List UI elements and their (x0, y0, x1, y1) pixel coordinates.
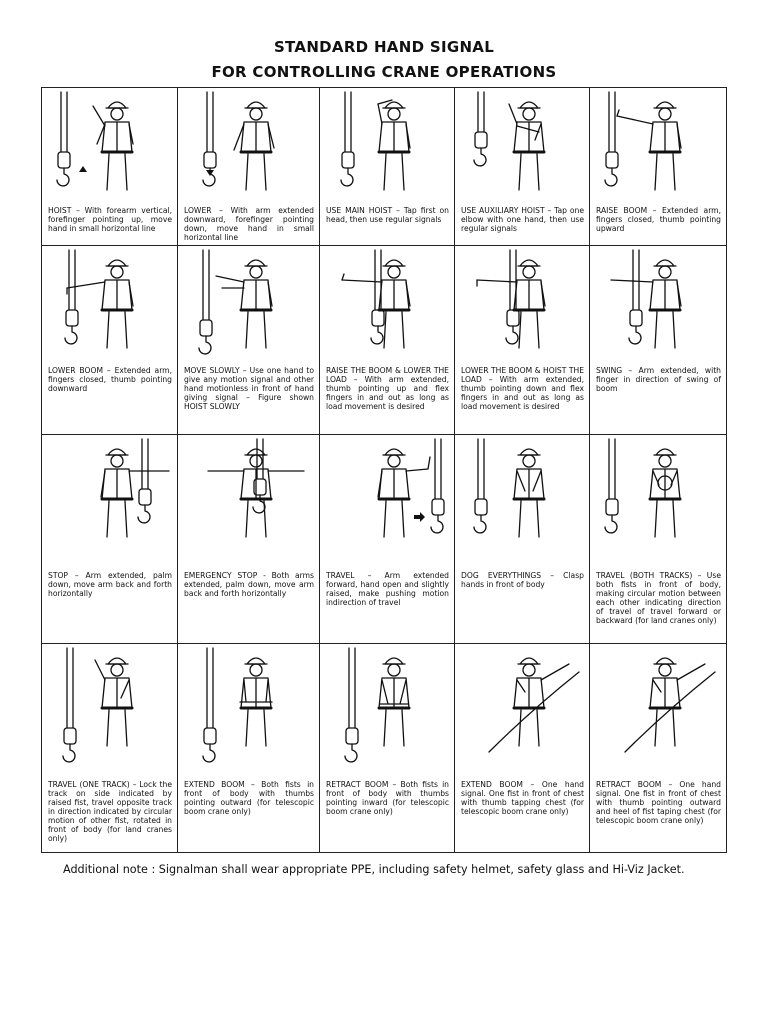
travel-signal-icon (320, 435, 454, 567)
signal-cell (590, 435, 726, 644)
signal-cell (178, 435, 320, 644)
travel-one-track-signal-icon (42, 644, 177, 776)
move-slowly-signal-icon (178, 246, 319, 362)
signal-cell (42, 644, 178, 852)
signal-cell (320, 88, 455, 246)
signal-caption: RETRACT BOOM – Both fists in front of body with thumbs pointing inward (for telescopic boom crane only) (326, 780, 449, 816)
signal-cell (320, 246, 455, 435)
dog-everything-signal-icon (455, 435, 589, 567)
signal-cell (455, 246, 590, 435)
signal-caption: TRAVEL (BOTH TRACKS) – Use both fists in front of body, making circular motion between each other indicating direction of travel of travel forward or backward (for land cranes only) (596, 571, 721, 625)
raise-boom-lower-load-signal-icon (320, 246, 454, 362)
signal-caption: TRAVEL – Arm extended forward, hand open and slightly raised, make pushing motion indirection of travel (326, 571, 449, 607)
signal-caption: MOVE SLOWLY – Use one hand to give any motion signal and other hand motionless in front of hand giving signal – Figure shown HOIST SLOWLY (184, 366, 314, 411)
extend-boom-one-hand-signal-icon (455, 644, 589, 776)
emergency-stop-signal-icon (178, 435, 319, 567)
signal-caption: SWING – Arm extended, with finger in direction of swing of boom (596, 366, 721, 393)
travel-both-tracks-signal-icon (590, 435, 726, 567)
signal-cell (455, 644, 590, 852)
raise-boom-signal-icon (590, 88, 726, 202)
signal-cell (42, 246, 178, 435)
retract-boom-signal-icon (320, 644, 454, 776)
signal-caption: DOG EVERYTHINGS – Clasp hands in front of body (461, 571, 584, 589)
signal-caption: RAISE THE BOOM & LOWER THE LOAD – With arm extended, thumb pointing up and flex fingers in and out as long as load movement is desired (326, 366, 449, 411)
signal-cell (178, 644, 320, 852)
signal-caption: EXTEND BOOM – Both fists in front of body with thumbs pointing outward (for telescopic boom crane only) (184, 780, 314, 816)
main-hoist-signal-icon (320, 88, 454, 202)
signal-caption: RETRACT BOOM – One hand signal. One fist in front of chest with thumb pointing outward and heel of fist taping chest (for telescopic boom crane only) (596, 780, 721, 825)
signal-cell (590, 88, 726, 246)
lower-signal-icon (178, 88, 319, 202)
signal-cell (42, 88, 178, 246)
stop-signal-icon (42, 435, 177, 567)
signal-cell (590, 644, 726, 852)
swing-signal-icon (590, 246, 726, 362)
signal-cell (178, 88, 320, 246)
signal-caption: LOWER THE BOOM & HOIST THE LOAD – With arm extended, thumb pointing down and flex fingers in and out as long as load movement is desired (461, 366, 584, 411)
signal-cell (320, 644, 455, 852)
additional-note: Additional note : Signalman shall wear appropriate PPE, including safety helmet, safety glass and Hi-Viz Jacket. (63, 863, 685, 876)
hand-signal-grid (41, 87, 727, 853)
signal-caption: HOIST – With forearm vertical, forefinger pointing up, move hand in small horizontal line (48, 206, 172, 233)
signal-cell (455, 88, 590, 246)
signal-caption: LOWER BOOM – Extended arm, fingers closed, thumb pointing downward (48, 366, 172, 393)
signal-caption: STOP – Arm extended, palm down, move arm back and forth horizontally (48, 571, 172, 598)
signal-caption: USE AUXILIARY HOIST – Tap one elbow with one hand, then use regular signals (461, 206, 584, 233)
signal-cell (590, 246, 726, 435)
signal-caption: RAISE BOOM – Extended arm, fingers closed, thumb pointing upward (596, 206, 721, 233)
signal-cell (320, 435, 455, 644)
signal-cell (42, 435, 178, 644)
signal-cell (178, 246, 320, 435)
extend-boom-signal-icon (178, 644, 319, 776)
hoist-signal-icon (42, 88, 177, 202)
lower-boom-signal-icon (42, 246, 177, 362)
signal-cell (455, 435, 590, 644)
signal-caption: EMERGENCY STOP - Both arms extended, palm down, move arm back and forth horizontally (184, 571, 314, 598)
signal-caption: LOWER – With arm extended downward, forefinger pointing down, move hand in small horizontal line (184, 206, 314, 242)
document-subtitle: FOR CONTROLLING CRANE OPERATIONS (211, 63, 557, 81)
lower-boom-hoist-load-signal-icon (455, 246, 589, 362)
signal-caption: TRAVEL (ONE TRACK) – Lock the track on side indicated by raised fist, travel opposite track in direction indicated by circular motion of other fist, rotated in front of body (for land cranes only) (48, 780, 172, 843)
signal-caption: USE MAIN HOIST – Tap first on head, then use regular signals (326, 206, 449, 224)
retract-boom-one-hand-signal-icon (590, 644, 726, 776)
auxiliary-hoist-signal-icon (455, 88, 589, 202)
document-title: STANDARD HAND SIGNAL (273, 38, 495, 56)
signal-caption: EXTEND BOOM – One hand signal. One fist in front of chest with thumb tapping chest (for telescopic boom crane only) (461, 780, 584, 816)
